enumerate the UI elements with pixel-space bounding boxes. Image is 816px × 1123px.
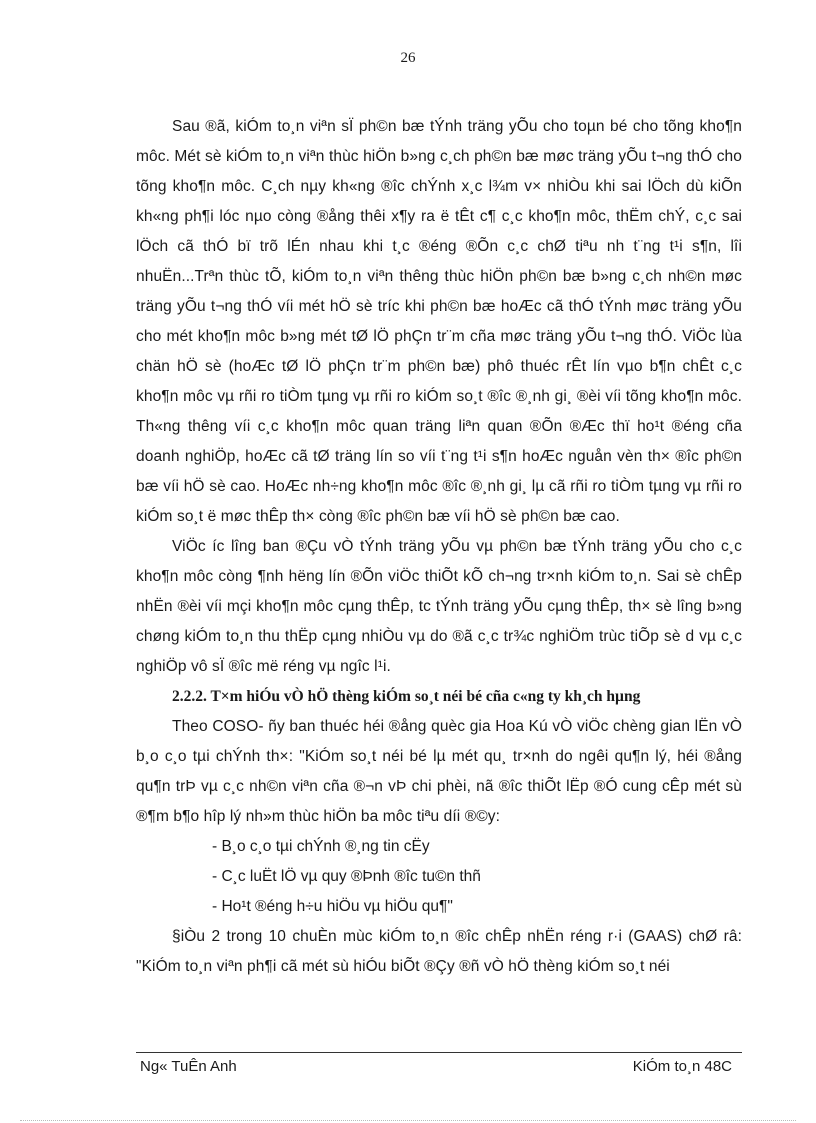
section-heading: 2.2.2. T×m hiÓu vÒ hÖ thèng kiÓm so¸t néi bé cña c«ng ty kh¸ch hµng — [172, 688, 641, 705]
paragraph-materiality-allocation: Sau ®ã, kiÓm to¸n viªn sÏ ph©n bæ tÝnh träng yÕu cho toµn bé cho tõng kho¶n môc. Mét sè kiÓm to¸n viªn thùc hiÖn b»ng c¸ch ph©n bæ møc träng yÕu t¬ng thÓ cho tõng kho¶n môc. C¸ch nµy kh«ng ®îc chÝnh x¸c l¾m v× nhiÒu khi sai lÖch dù kiÕn kh«ng ph¶i lóc nµo còng ®ång thêi x¶y ra ë tÊt c¶ c¸c kho¶n môc, thËm chÝ, c¸c sai lÖch cã thÓ bï trõ lÉn nhau khi t¸c ®éng ®Õn c¸c chØ tiªu nh t¨ng t¹i s¶n, lîi nhuËn...Trªn thùc tÕ, kiÓm to¸n viªn thêng thùc hiÖn ph©n bæ b»ng c¸ch nh©n møc träng yÕu t¬ng thÓ víi mét hÖ sè tríc khi ph©n bæ hoÆc cã thÓ tÝnh møc träng yÕu cho mét kho¶n môc b»ng mét tØ lÖ phÇn tr¨m cña møc träng yÕu t¬ng thÓ. ViÖc lùa chän hÖ sè (hoÆc tØ lÖ phÇn tr¨m ph©n bæ) phô thuéc rÊt lín vµo b¶n chÊt c¸c kho¶n môc vµ rñi ro tiÒm tµng vµ rñi ro kiÓm so¸t ®îc ®¸nh gi¸ ®èi víi tõng kho¶n môc. Th«ng thêng víi c¸c kho¶n môc quan träng liªn quan ®Õn ®Æc thï ho¹t ®éng cña doanh nghiÖp, hoÆc cã tØ träng lín so víi t¨ng t¹i s¶n hoÆc nguån vèn th× ®îc ph©n bæ víi hÖ sè cao. HoÆc nh÷ng kho¶n môc ®îc ®¸nh gi¸ lµ cã rñi ro tiÒm tµng vµ rñi ro kiÓm so¸t ë møc thÊp th× còng ®îc ph©n bæ víi hÖ sè ph©n bæ cao. — [136, 118, 742, 525]
paragraph-gaas: §iÒu 2 trong 10 chuÈn mùc kiÓm to¸n ®îc chÊp nhËn réng r·i (GAAS) chØ râ: "KiÓm to¸n viªn ph¶i cã mét sù hiÓu biÕt ®Çy ®ñ vÒ hÖ thèng kiÓm so¸t néi — [136, 928, 742, 975]
list-item: - B¸o c¸o tµi chÝnh ®¸ng tin cËy — [212, 838, 430, 855]
page-edge — [20, 1120, 796, 1121]
paragraph-coso-definition: Theo COSO- ñy ban thuéc héi ®ång quèc gia Hoa Kú vÒ viÖc chèng gian lËn vÒ b¸o c¸o tµi chÝnh th×: "KiÓm so¸t néi bé lµ mét qu¸ tr×nh do ngêi qu¶n lý, héi ®ång qu¶n trÞ vµ c¸c nh©n viªn cña ®¬n vÞ chi phèi, nã ®îc thiÕt lËp ®Ó cung cÊp mét sù ®¶m b¶o hîp lý nh»m thùc hiÖn ba môc tiªu díi ®©y: — [136, 718, 742, 825]
footer-class: KiÓm to¸n 48C — [632, 1058, 732, 1075]
list-item: - Ho¹t ®éng h÷u hiÖu vµ hiÖu qu¶" — [212, 898, 453, 915]
page-number: 26 — [400, 50, 416, 66]
footer-divider — [136, 1052, 742, 1053]
list-item: - C¸c luËt lÖ vµ quy ®Þnh ®îc tu©n thñ — [212, 868, 481, 885]
paragraph-materiality-estimate: ViÖc íc lîng ban ®Çu vÒ tÝnh träng yÕu vµ ph©n bæ tÝnh träng yÕu cho c¸c kho¶n môc còng ¶nh hëng lín ®Õn viÖc thiÕt kÕ ch¬ng tr×nh kiÓm to¸n. Sai sè chÊp nhËn ®èi víi mçi kho¶n môc cµng thÊp, tc tÝnh träng yÕu cµng thÊp, th× sè lîng b»ng chøng kiÓm to¸n thu thËp cµng nhiÒu vµ do ®ã c¸c tr¾c nghiÖm trùc tiÕp sè d vµ c¸c nghiÖp vô sÏ ®îc më réng vµ ngîc l¹i. — [136, 538, 742, 675]
footer-author: Ng« TuÊn Anh — [140, 1058, 237, 1075]
body-text — [136, 112, 742, 982]
